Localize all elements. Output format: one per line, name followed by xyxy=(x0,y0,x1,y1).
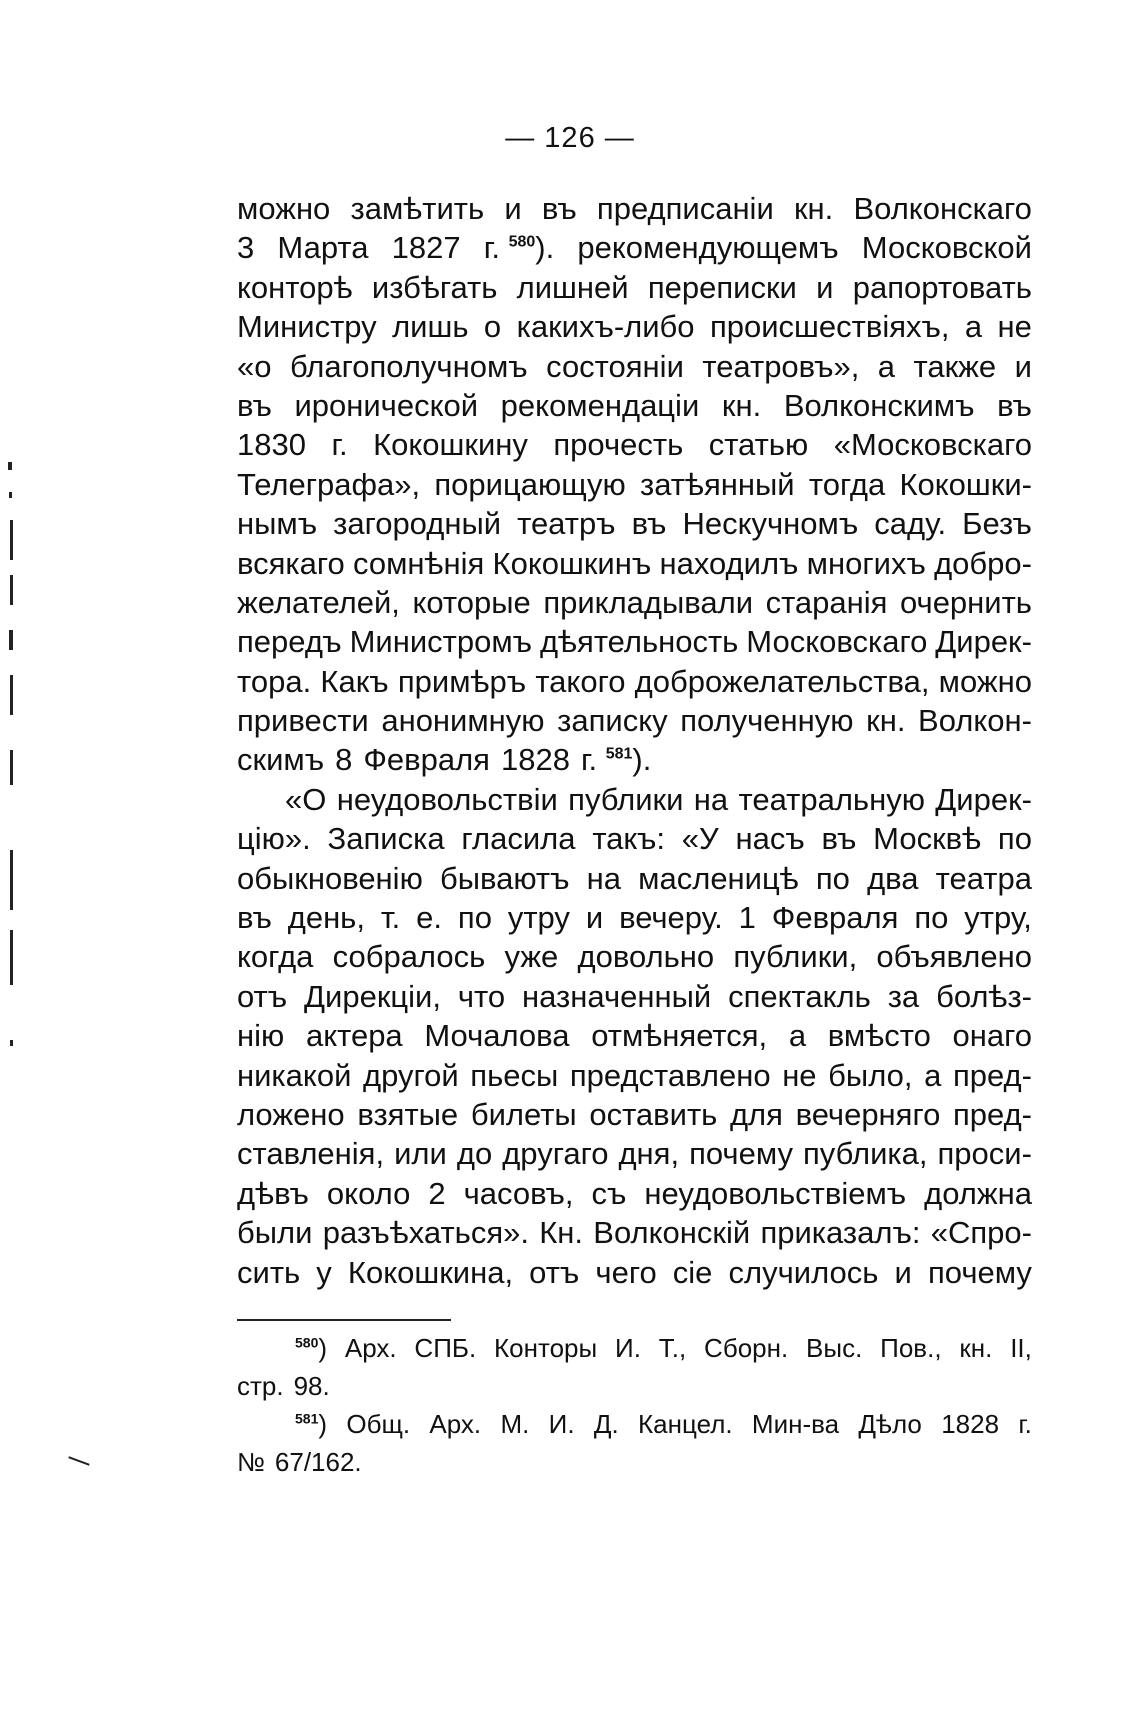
word: Кн. xyxy=(539,1215,584,1251)
scan-speck xyxy=(68,1456,89,1465)
word: 2 xyxy=(428,1175,446,1211)
word: Мин-ва xyxy=(751,1409,840,1439)
word: Т., xyxy=(658,1333,687,1363)
text-line xyxy=(237,622,1032,661)
word: билеты xyxy=(470,1096,577,1132)
word: цію». xyxy=(237,821,311,857)
word: для xyxy=(729,1096,783,1132)
word: иронической xyxy=(294,387,479,423)
word: довольно xyxy=(577,939,715,975)
word: г. $^{581}$). xyxy=(580,742,652,778)
word: по xyxy=(997,821,1032,857)
word: $^{581}$) xyxy=(295,1409,328,1439)
word: «О xyxy=(285,781,327,817)
word: болѣз- xyxy=(936,978,1032,1014)
word: на xyxy=(586,860,622,896)
word: въ xyxy=(997,387,1032,423)
word: лишь xyxy=(392,309,469,345)
word: рапортовать xyxy=(852,269,1032,305)
word: конторѣ xyxy=(237,269,353,305)
word: Сборн. xyxy=(704,1333,789,1363)
word: неудовольствіи xyxy=(336,781,558,817)
word: вечеру. xyxy=(619,900,723,936)
word: 67/162. xyxy=(274,1447,362,1477)
word: Московской xyxy=(861,230,1032,266)
word: и xyxy=(504,191,522,226)
word: сить xyxy=(237,1254,301,1290)
word: дѣвъ xyxy=(237,1175,309,1211)
footnote-reference: 580 xyxy=(508,234,536,252)
word: въ xyxy=(237,387,272,423)
word: очернить xyxy=(899,584,1032,620)
text-line xyxy=(237,386,1032,425)
word: у xyxy=(316,1254,332,1290)
word: Московскаго xyxy=(746,624,928,660)
word: сіе xyxy=(672,1254,713,1290)
word: за xyxy=(887,978,920,1014)
text-line xyxy=(237,1016,1032,1055)
word: часовъ, xyxy=(463,1175,574,1211)
word: порицающую xyxy=(434,466,626,502)
word: никакой xyxy=(237,1057,352,1093)
scan-speck xyxy=(10,675,13,715)
text-line xyxy=(237,504,1032,543)
text-line xyxy=(237,465,1032,504)
word: можно xyxy=(237,191,331,226)
word: Волконскій xyxy=(593,1215,751,1251)
scan-speck xyxy=(9,630,13,650)
word: И. xyxy=(615,1333,641,1363)
word: на xyxy=(693,781,729,817)
word: съ xyxy=(591,1175,627,1211)
word: тора. xyxy=(237,663,312,699)
word: насъ xyxy=(735,821,805,857)
word: находилъ xyxy=(659,545,799,581)
word: и xyxy=(816,269,834,305)
word: Д. xyxy=(593,1409,619,1439)
word: такъ: xyxy=(592,821,665,857)
word: оставить xyxy=(589,1096,718,1132)
text-line xyxy=(237,583,1032,622)
text-line xyxy=(237,780,1032,819)
word: анонимную xyxy=(381,703,545,739)
word: статью xyxy=(708,427,809,463)
text-line xyxy=(237,859,1032,898)
word: въ xyxy=(631,506,667,542)
scan-speck xyxy=(8,462,12,470)
footnote-number: 580 xyxy=(295,1334,319,1351)
text-line xyxy=(237,819,1032,858)
word: о xyxy=(483,309,502,345)
word: Министромъ xyxy=(349,624,533,660)
word: когда xyxy=(237,939,314,975)
word: почему xyxy=(927,1254,1032,1290)
word: были xyxy=(237,1215,313,1251)
body-text xyxy=(237,189,1032,1292)
word: благополучномъ xyxy=(289,348,528,384)
word: происшествіяхъ, xyxy=(709,309,950,345)
word: Мочалова xyxy=(424,1018,570,1054)
word: 8 xyxy=(335,742,353,778)
word: почему xyxy=(689,1136,793,1172)
word: случилось xyxy=(728,1254,879,1290)
word: театральную xyxy=(738,781,925,817)
word: разъѣхаться». xyxy=(322,1215,529,1251)
word: Февраля xyxy=(363,742,490,778)
footnotes xyxy=(237,1329,1032,1481)
word: публики, xyxy=(733,939,858,975)
word: Февраля xyxy=(771,900,899,936)
word: стр. xyxy=(237,1371,284,1401)
word: театровъ», xyxy=(702,348,860,384)
word: «Спро- xyxy=(930,1215,1032,1251)
word: проси- xyxy=(937,1136,1032,1172)
word: прикладывали xyxy=(543,584,754,620)
word: чего xyxy=(595,1254,657,1290)
text-line xyxy=(237,1253,1032,1292)
word: «У xyxy=(681,821,719,857)
word: Арх. xyxy=(344,1333,397,1363)
text-line xyxy=(237,425,1032,464)
word: въ xyxy=(237,900,272,936)
word: сомнѣнія xyxy=(353,545,485,581)
word: должна xyxy=(924,1175,1032,1211)
word: которые xyxy=(412,584,531,620)
word: дня, xyxy=(618,1136,680,1172)
word: старанія xyxy=(765,584,888,620)
scan-speck xyxy=(10,850,13,910)
word: № xyxy=(237,1447,265,1477)
word: Выс. xyxy=(806,1333,863,1363)
footnote-number: 581 xyxy=(295,1410,319,1427)
word: Телеграфа», xyxy=(237,466,421,502)
word: онаго xyxy=(952,1018,1032,1054)
word: «о xyxy=(237,348,272,384)
text-line xyxy=(237,307,1032,346)
word: утру, xyxy=(964,900,1032,936)
word: Пов., xyxy=(880,1333,942,1363)
word: «Московскаго xyxy=(833,427,1032,463)
word: а xyxy=(788,1018,807,1054)
word: два xyxy=(867,860,919,896)
word: ложено xyxy=(237,1096,345,1132)
word: и xyxy=(894,1254,912,1290)
word: II, xyxy=(1010,1333,1032,1363)
word: а xyxy=(964,309,983,345)
word: замѣтить xyxy=(350,191,485,226)
word: М. xyxy=(500,1409,530,1439)
text-line xyxy=(237,977,1032,1016)
word: Кокошкинъ xyxy=(492,545,652,581)
word: было, xyxy=(828,1057,913,1093)
word: или xyxy=(394,1136,447,1172)
word: театръ xyxy=(517,506,616,542)
word: не xyxy=(782,1057,817,1093)
word: 3 xyxy=(237,230,255,266)
text-line xyxy=(237,740,1032,779)
page-number: — 126 — xyxy=(505,122,635,154)
word: 1 xyxy=(738,900,756,936)
word: отъ xyxy=(237,978,288,1014)
text-line xyxy=(237,189,1032,228)
word: Конторы xyxy=(494,1333,598,1363)
word: Москвѣ xyxy=(873,821,982,857)
word: г. xyxy=(331,427,348,463)
text-line xyxy=(237,268,1032,307)
word: Кокошки- xyxy=(899,466,1032,502)
word: кн. xyxy=(959,1333,993,1363)
word: пьесы xyxy=(470,1057,559,1093)
word: Дирек- xyxy=(935,781,1032,817)
word: по xyxy=(457,900,492,936)
word: Общ. xyxy=(346,1409,411,1439)
word: по xyxy=(815,860,850,896)
footnote-reference: 581 xyxy=(605,746,633,764)
word: актера xyxy=(305,1018,403,1054)
word: нію xyxy=(237,1018,285,1054)
word: саду. xyxy=(874,506,947,542)
footnote-line xyxy=(237,1367,1032,1405)
word: Арх. xyxy=(429,1409,482,1439)
word: Министру xyxy=(237,309,377,345)
word: СПБ. xyxy=(414,1333,477,1363)
word: привести xyxy=(237,703,369,739)
word: до xyxy=(456,1136,493,1172)
word: представлено xyxy=(569,1057,771,1093)
word: Дирек- xyxy=(935,624,1032,660)
word: и xyxy=(585,900,604,936)
text-line xyxy=(237,1213,1032,1252)
word: около xyxy=(326,1175,411,1211)
word: доброжелательства, xyxy=(634,663,930,699)
footnote-line xyxy=(237,1329,1032,1367)
word: уже xyxy=(504,939,559,975)
word: е. xyxy=(416,900,442,936)
word: прочесть xyxy=(553,427,684,463)
word: скимъ xyxy=(237,742,325,778)
word: $^{580}$) xyxy=(295,1333,328,1363)
word: 1828 xyxy=(941,1409,1000,1439)
word: затѣянный xyxy=(640,466,795,502)
word: Волкон- xyxy=(918,703,1032,739)
word: рекомендаціи xyxy=(500,387,700,423)
word: тогда xyxy=(808,466,886,502)
word: что xyxy=(457,978,506,1014)
text-line xyxy=(237,1056,1032,1095)
word: спектакль xyxy=(728,978,871,1014)
text-line xyxy=(237,701,1032,740)
word: полученную xyxy=(680,703,854,739)
word: переписки xyxy=(647,269,797,305)
word: театра xyxy=(935,860,1032,896)
word: также xyxy=(913,348,997,384)
word: и xyxy=(1014,348,1032,384)
word: день, xyxy=(287,900,365,936)
word: многихъ xyxy=(806,545,926,581)
word: а xyxy=(877,348,896,384)
word: 1830 xyxy=(237,427,306,463)
word: объявлено xyxy=(876,939,1032,975)
word: Марта xyxy=(277,230,369,266)
text-line xyxy=(237,544,1032,583)
word: приказалъ: xyxy=(760,1215,921,1251)
word: Канцел. xyxy=(638,1409,733,1439)
word: вечерняго xyxy=(795,1096,941,1132)
word: примѣръ xyxy=(397,663,527,699)
word: Кокошкину xyxy=(373,427,528,463)
word: загородный xyxy=(333,506,502,542)
word: кн. xyxy=(793,191,834,226)
word: Дѣло xyxy=(858,1409,922,1439)
text-line xyxy=(237,347,1032,386)
word: отъ xyxy=(529,1254,580,1290)
word: другаго xyxy=(502,1136,609,1172)
word: Кокошкина, xyxy=(347,1254,514,1290)
scan-speck xyxy=(10,1040,13,1046)
word: кн. xyxy=(866,703,906,739)
word: масленицѣ xyxy=(638,860,799,896)
word: рекомендующемъ xyxy=(577,230,839,266)
word: Безъ xyxy=(962,506,1032,542)
word: желателей, xyxy=(237,584,400,620)
text-line xyxy=(237,1134,1032,1173)
word: а xyxy=(924,1057,942,1093)
word: г. $^{580}$). xyxy=(483,230,555,266)
word: публика, xyxy=(803,1136,928,1172)
word: въ xyxy=(821,821,857,857)
word: т. xyxy=(380,900,401,936)
scan-speck xyxy=(10,750,13,785)
word: кн. xyxy=(721,387,762,423)
word: предписаніи xyxy=(596,191,774,226)
word: въ xyxy=(541,191,577,226)
word: не xyxy=(997,309,1032,345)
word: вмѣсто xyxy=(827,1018,931,1054)
footnote-line xyxy=(237,1405,1032,1443)
text-line xyxy=(237,662,1032,701)
text-line xyxy=(237,937,1032,976)
word: собралось xyxy=(332,939,486,975)
word: по xyxy=(914,900,949,936)
word: Записка xyxy=(327,821,445,857)
word: г. xyxy=(1018,1409,1032,1439)
text-line xyxy=(237,1174,1032,1213)
word: назначенный xyxy=(522,978,712,1014)
word: передъ xyxy=(237,624,342,660)
word: И. xyxy=(548,1409,575,1439)
word: 1827 xyxy=(391,230,461,266)
word: Нескучномъ xyxy=(682,506,859,542)
word: обыкновенію xyxy=(237,860,423,896)
scan-speck xyxy=(10,575,13,605)
word: другой xyxy=(363,1057,459,1093)
word: Волконскимъ xyxy=(783,387,975,423)
word: неудовольствіемъ xyxy=(644,1175,907,1211)
word: можно xyxy=(938,663,1032,699)
word: взятые xyxy=(357,1096,459,1132)
text-line xyxy=(237,898,1032,937)
word: гласила xyxy=(461,821,576,857)
word: 98. xyxy=(293,1371,330,1401)
word: какихъ-либо xyxy=(516,309,695,345)
word: состояніи xyxy=(546,348,684,384)
word: пред- xyxy=(952,1057,1032,1093)
scan-speck xyxy=(10,930,13,985)
word: публики xyxy=(568,781,684,817)
word: такого xyxy=(535,663,626,699)
word: нымъ xyxy=(237,506,318,542)
word: всякаго xyxy=(237,545,345,581)
footnote-line xyxy=(237,1443,1032,1481)
word: пред- xyxy=(953,1096,1032,1132)
word: избѣгать xyxy=(371,269,498,305)
word: Волконскаго xyxy=(853,191,1032,226)
text-line xyxy=(237,1095,1032,1134)
word: Какъ xyxy=(320,663,389,699)
word: дѣятельность xyxy=(539,624,739,660)
footnote-divider xyxy=(237,1319,451,1321)
word: ставленія, xyxy=(237,1136,385,1172)
word: записку xyxy=(557,703,668,739)
word: добро- xyxy=(934,545,1032,581)
word: утру xyxy=(507,900,570,936)
scan-speck xyxy=(10,520,13,560)
word: Дирекціи, xyxy=(304,978,441,1014)
text-line xyxy=(237,228,1032,267)
scan-speck xyxy=(9,492,12,498)
word: лишней xyxy=(516,269,629,305)
word: 1828 xyxy=(500,742,570,778)
word: отмѣняется, xyxy=(591,1018,768,1054)
word: бываютъ xyxy=(439,860,570,896)
